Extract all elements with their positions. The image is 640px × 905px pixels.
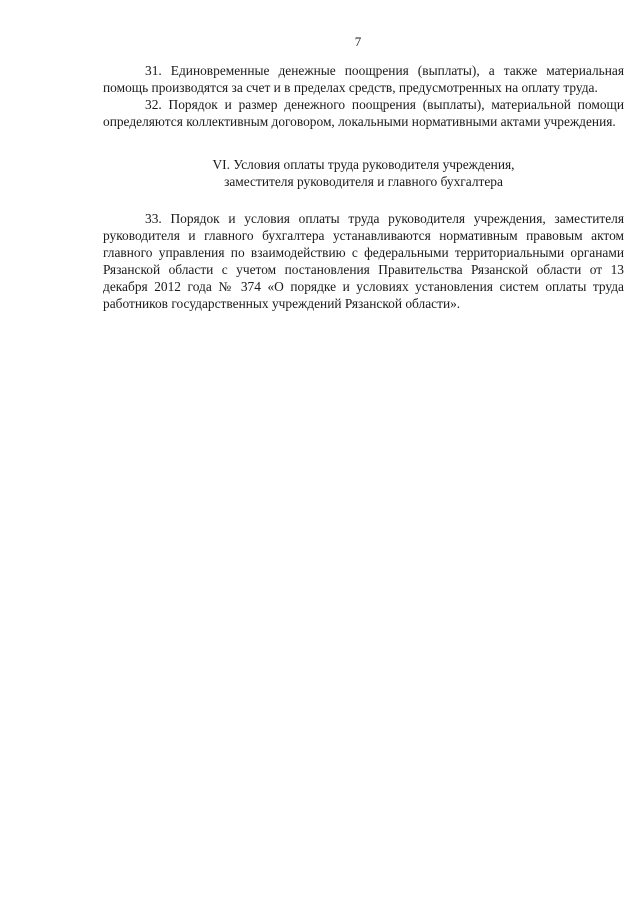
section-heading-line-1: VI. Условия оплаты труда руководителя учреждения, <box>212 157 515 172</box>
paragraph-32: 32. Порядок и размер денежного поощрения (выплаты), материальной помощи определяются коллективным договором, локальными нормативными актами учреждения. <box>103 97 624 129</box>
section-heading <box>103 156 624 190</box>
page-number: 7 <box>354 34 362 49</box>
paragraph-33: 33. Порядок и условия оплаты труда руководителя учреждения, заместителя руководителя и главного бухгалтера устанавливаются нормативным правовым актом главного управления по взаимодействию с федеральными территориальными органами Рязанской области с учетом постановления Правительства Рязанской области от 13 декабря 2012 года № 374 «О порядке и условиях установления систем оплаты труда работников государственных учреждений Рязанской области». <box>103 211 624 311</box>
paragraph-31: 31. Единовременные денежные поощрения (выплаты), а также материальная помощь производятся за счет и в пределах средств, предусмотренных на оплату труда. <box>103 63 624 95</box>
section-heading-line-2: заместителя руководителя и главного бухгалтера <box>224 174 503 189</box>
document-body <box>103 62 624 312</box>
